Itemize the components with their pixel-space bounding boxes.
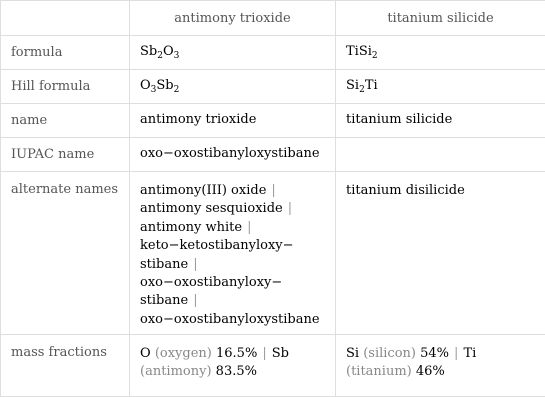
name-cell: titanium silicide xyxy=(336,104,545,138)
alternate-name: stibane xyxy=(140,293,188,308)
iupac-name-cell: oxo−oxostibanyloxystibane xyxy=(130,138,336,172)
formula-subscript: 2 xyxy=(174,85,180,95)
alternate-name: keto−ketostibanyloxy− xyxy=(140,238,294,253)
alternate-name: oxo−oxostibanyloxy− xyxy=(140,275,282,290)
alternate-name: oxo−oxostibanyloxystibane xyxy=(140,312,320,327)
row-label-alternate-names: alternate names xyxy=(1,172,130,335)
formula-subscript: 2 xyxy=(372,51,378,61)
formula-cell xyxy=(336,36,545,70)
header-row xyxy=(1,1,545,36)
iupac-name-cell xyxy=(336,138,545,172)
element-name: (titanium) xyxy=(346,364,412,379)
name-cell: antimony trioxide xyxy=(130,104,336,138)
alternate-name-line xyxy=(140,200,325,218)
table-row xyxy=(1,138,545,172)
row-label-mass-fractions: mass fractions xyxy=(1,335,130,397)
mass-fractions-cell xyxy=(336,335,545,397)
element-symbol: Sb xyxy=(272,346,289,361)
table-row xyxy=(1,70,545,104)
formula-part: O xyxy=(140,78,151,93)
separator: | xyxy=(449,346,463,361)
element-name: (silicon) xyxy=(363,346,416,361)
element-symbol: O xyxy=(140,346,151,361)
mass-percent: 54% xyxy=(420,346,449,361)
column-header-titanium-silicide: titanium silicide xyxy=(336,1,545,36)
alternate-name-line xyxy=(140,311,325,329)
formula-part: Ti xyxy=(365,78,378,93)
formula-subscript: 3 xyxy=(174,51,180,61)
alternate-name: antimony(III) oxide xyxy=(140,183,266,198)
row-label-name: name xyxy=(1,104,130,138)
formula-subscript: 2 xyxy=(359,85,365,95)
formula-subscript: 3 xyxy=(151,85,157,95)
alternate-names-cell xyxy=(130,172,336,335)
separator: | xyxy=(188,293,202,308)
alternate-name-line xyxy=(140,274,325,292)
mass-percent: 83.5% xyxy=(216,364,257,379)
table-row xyxy=(1,36,545,70)
alternate-names-cell: titanium disilicide xyxy=(336,172,545,335)
alternate-name-line xyxy=(140,219,325,237)
row-label-hill-formula: Hill formula xyxy=(1,70,130,104)
hill-formula-cell xyxy=(130,70,336,104)
corner-cell xyxy=(1,1,130,36)
hill-formula-cell xyxy=(336,70,545,104)
row-label-formula: formula xyxy=(1,36,130,70)
element-symbol: Si xyxy=(346,346,359,361)
table-row xyxy=(1,335,545,397)
element-name: (antimony) xyxy=(140,364,212,379)
formula-subscript: 2 xyxy=(157,51,163,61)
table-row xyxy=(1,104,545,138)
row-label-iupac-name: IUPAC name xyxy=(1,138,130,172)
separator: | xyxy=(188,257,202,272)
alternate-name-line xyxy=(140,256,325,274)
mass-percent: 16.5% xyxy=(216,346,257,361)
table-row xyxy=(1,172,545,335)
formula-part: O xyxy=(163,44,174,59)
formula-part: Sb xyxy=(140,44,157,59)
alternate-name: antimony sesquioxide xyxy=(140,201,283,216)
mass-fractions-cell xyxy=(130,335,336,397)
alternate-name-line xyxy=(140,292,325,310)
formula-cell xyxy=(130,36,336,70)
separator: | xyxy=(257,346,271,361)
element-name: (oxygen) xyxy=(155,346,212,361)
element-symbol: Ti xyxy=(463,346,476,361)
separator: | xyxy=(266,183,280,198)
mass-percent: 46% xyxy=(416,364,445,379)
alternate-name: antimony white xyxy=(140,220,242,235)
separator: | xyxy=(242,220,256,235)
formula-part: Sb xyxy=(156,78,173,93)
alternate-name-line xyxy=(140,237,325,255)
formula-part: TiSi xyxy=(346,44,372,59)
formula-part: Si xyxy=(346,78,359,93)
column-header-antimony-trioxide: antimony trioxide xyxy=(130,1,336,36)
separator: | xyxy=(283,201,297,216)
alternate-name: stibane xyxy=(140,257,188,272)
alternate-name-line xyxy=(140,182,325,200)
